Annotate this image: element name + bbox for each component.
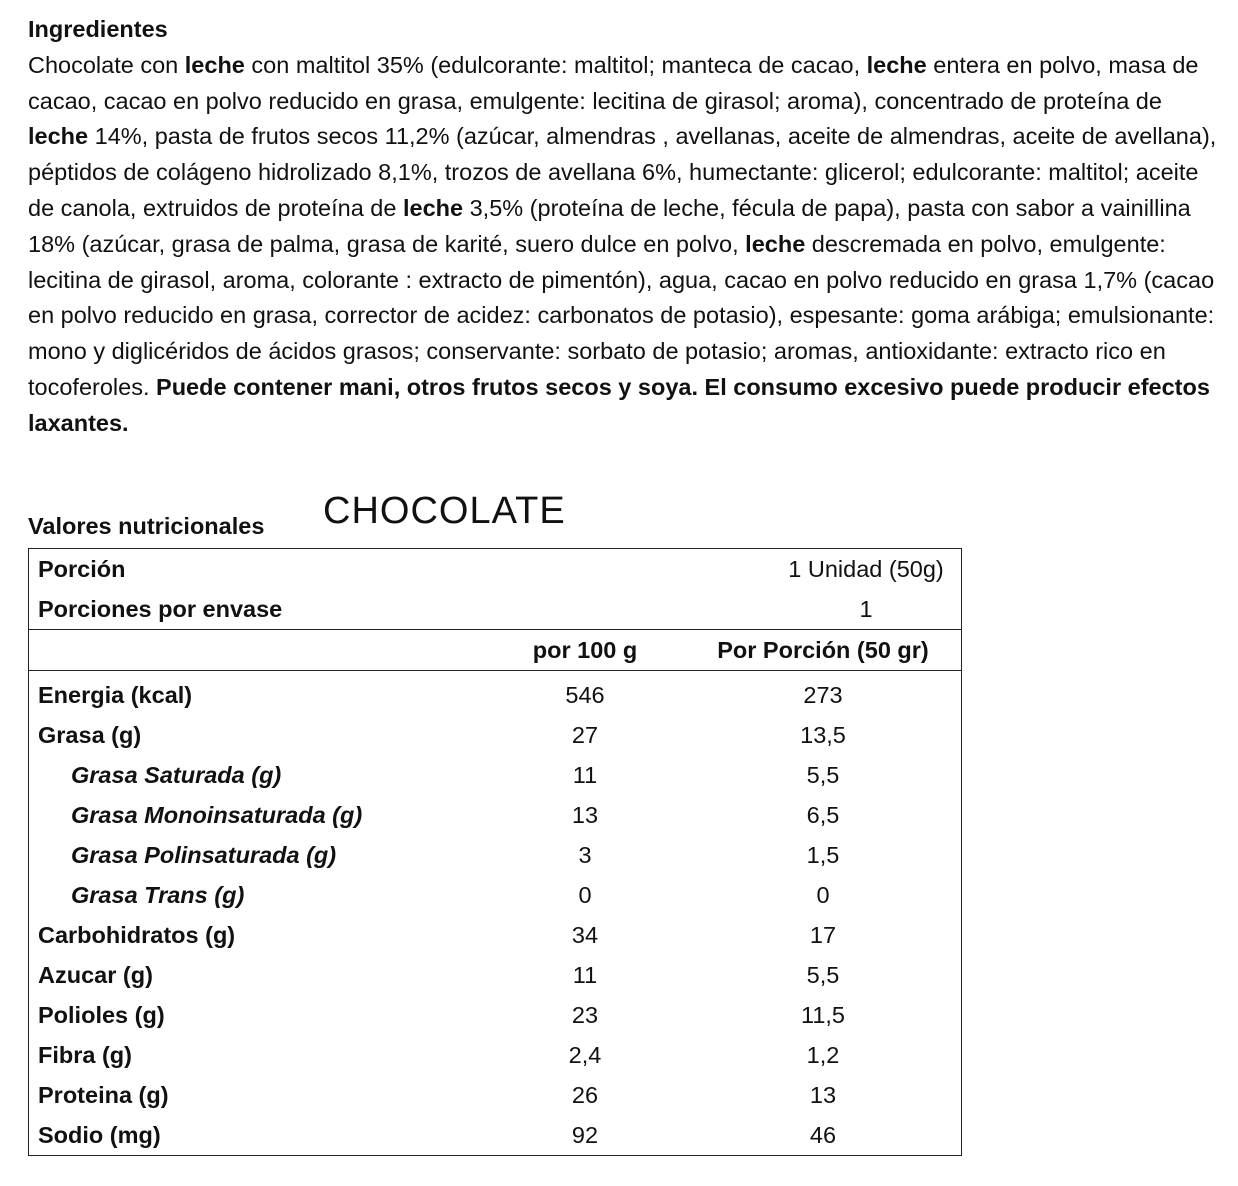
- servings-label: Porciones por envase: [38, 595, 283, 622]
- ingredients-heading: Ingredientes: [28, 16, 168, 42]
- nutrient-row: [29, 915, 962, 955]
- ingredient-segment: con maltitol 35% (edulcorante: maltitol; manteca de cacao,: [244, 51, 867, 78]
- column-header-perportion: Por Porción (50 gr): [685, 630, 962, 671]
- nutrient-perportion: 5,5: [806, 761, 840, 788]
- ingredient-segment: 14%, pasta de frutos secos 11,2% (azúcar, almendras , avellanas, aceite de almendras, aceite de avellana), péptidos de colágeno hidrolizado 8,1%, trozos de avellana 6%, humectante: glicerol; edulcorante: maltitol; aceite de canola, extruidos de proteína de: [28, 123, 1217, 221]
- nutrition-table: [28, 548, 962, 1156]
- nutrient-per100: 34: [571, 921, 599, 948]
- nutrient-perportion: 11,5: [801, 1001, 845, 1028]
- nutrition-title: Valores nutricionales: [28, 513, 265, 539]
- nutrient-perportion: 46: [809, 1121, 837, 1148]
- nutrient-perportion: 13,5: [800, 721, 846, 748]
- nutrient-row: [29, 755, 962, 795]
- nutrient-label: Sodio (mg): [38, 1121, 161, 1148]
- serving-value: 1 Unidad (50g): [788, 555, 944, 582]
- nutrient-label: Polioles (g): [38, 1001, 165, 1028]
- ingredient-segment: entera en polvo, masa de cacao, cacao en polvo reducido en grasa, emulgente: lecitina de girasol; aroma), concentrado de proteína de: [28, 51, 1199, 114]
- nutrient-perportion: 13: [809, 1081, 837, 1108]
- nutrient-label: Proteina (g): [38, 1081, 169, 1108]
- nutrient-row: [29, 715, 962, 755]
- nutrient-per100: 2,4: [568, 1041, 602, 1068]
- nutrient-per100: 13: [571, 801, 599, 828]
- product-name: CHOCOLATE: [323, 490, 566, 532]
- nutrient-row: [29, 671, 962, 716]
- nutrient-perportion: 273: [803, 681, 843, 708]
- servings-row: [29, 589, 962, 630]
- ingredients-section: [28, 12, 1218, 442]
- nutrient-row: [29, 875, 962, 915]
- nutrient-label: Fibra (g): [38, 1041, 132, 1068]
- nutrient-per100: 23: [571, 1001, 599, 1028]
- nutrient-per100: 3: [578, 841, 592, 868]
- nutrient-per100: 546: [565, 681, 605, 708]
- nutrient-row: [29, 795, 962, 835]
- nutrient-per100: 26: [571, 1081, 599, 1108]
- column-header-row: [29, 630, 962, 671]
- nutrient-per100: 11: [572, 761, 598, 788]
- nutrient-label: Grasa Monoinsaturada (g): [71, 801, 363, 828]
- nutrient-per100: 92: [571, 1121, 599, 1148]
- ingredient-segment: 3,5% (proteína de leche, fécula de papa), pasta con sabor a vainillina 18% (azúcar, grasa de palma, grasa de karité, suero dulce en polvo,: [28, 194, 1191, 257]
- ingredient-bold-segment: leche: [184, 51, 245, 78]
- nutrient-row: [29, 995, 962, 1035]
- ingredients-text: [28, 48, 1218, 442]
- nutrient-label: Grasa Polinsaturada (g): [71, 841, 337, 868]
- nutrient-per100: 27: [571, 721, 599, 748]
- column-header-per100: por 100 g: [485, 630, 685, 671]
- header-empty-cell: [29, 630, 486, 671]
- nutrient-label: Azucar (g): [38, 961, 153, 988]
- nutrient-label: Energia (kcal): [38, 681, 193, 708]
- ingredient-bold-segment: leche: [866, 51, 927, 78]
- servings-value: 1: [859, 595, 873, 622]
- nutrient-row: [29, 1035, 962, 1075]
- nutrient-label: Grasa (g): [38, 721, 142, 748]
- ingredient-segment: Chocolate con: [28, 51, 185, 78]
- nutrient-perportion: 6,5: [806, 801, 840, 828]
- serving-label: Porción: [38, 555, 126, 582]
- ingredient-bold-segment: leche: [745, 230, 806, 257]
- nutrient-label: Grasa Trans (g): [71, 881, 245, 908]
- ingredient-bold-segment: leche: [402, 194, 464, 221]
- nutrient-perportion: 1,2: [806, 1041, 840, 1068]
- ingredient-bold-segment: leche: [28, 123, 89, 150]
- nutrient-row: [29, 1115, 962, 1156]
- nutrient-row: [29, 1075, 962, 1115]
- nutrient-perportion: 17: [809, 921, 837, 948]
- nutrient-row: [29, 835, 962, 875]
- ingredient-bold-segment: Puede contener mani, otros frutos secos y soya. El consumo excesivo puede producir efectos laxantes.: [28, 373, 1210, 436]
- nutrient-label: Carbohidratos (g): [38, 921, 236, 948]
- nutrient-perportion: 1,5: [806, 841, 840, 868]
- nutrient-row: [29, 955, 962, 995]
- serving-row: [29, 549, 962, 590]
- nutrient-perportion: 5,5: [806, 961, 840, 988]
- nutrient-per100: 0: [578, 881, 592, 908]
- nutrient-perportion: 0: [816, 881, 830, 908]
- ingredient-segment: descremada en polvo, emulgente: lecitina de girasol, aroma, colorante : extracto de pimentón), agua, cacao en polvo reducido en grasa 1,7% (cacao en polvo reducido en grasa, corrector de acidez: carbonatos de potasio), espesante: goma arábiga; emulsionante: mono y diglicéridos de ácidos grasos; conservante: sorbato de potasio; aromas, antioxidante: extracto rico en tocoferoles.: [28, 230, 1215, 400]
- nutrient-per100: 11: [572, 961, 598, 988]
- nutrient-label: Grasa Saturada (g): [71, 761, 282, 788]
